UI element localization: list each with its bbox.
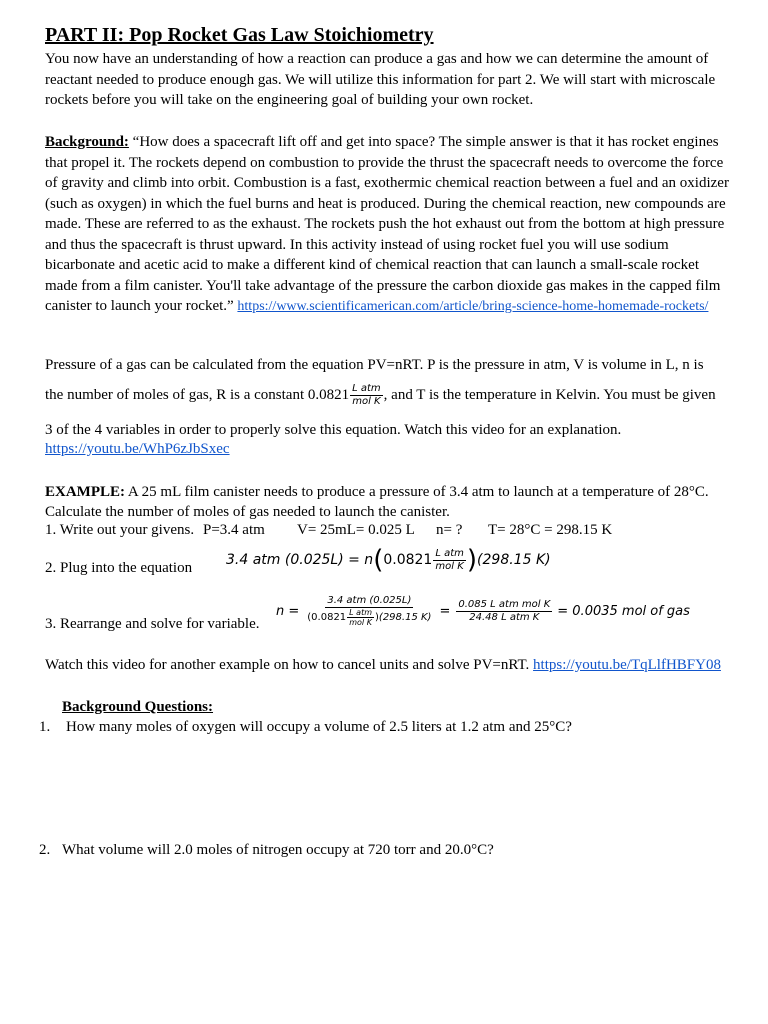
scientific-american-link[interactable]: https://www.scientificamerican.com/article/bring-science-home-homemade-rockets/ xyxy=(237,299,709,314)
given-moles: n= ? xyxy=(436,522,463,538)
equation-2-numerator-1: 3.4 atm (0.025L) xyxy=(327,595,412,607)
equation-2-result: = 0.0035 mol of gas xyxy=(557,603,690,619)
pressure-line-2-end: , and T is the temperature in Kelvin. You must be given xyxy=(383,386,716,403)
equation-1-r: 0.0821 xyxy=(383,552,433,568)
intro-paragraph: You now have an understanding of how a reaction can produce a gas and how we can determine the amount of reactant needed to produce enough gas. We will utilize this information for part 2. We will start with microscale rockets before you will take on the engineering goal of building your own rocket. xyxy=(45,51,716,108)
background-text: “How does a spacecraft lift off and get into space? The simple answer is that it has rocket engines that propel it. The rockets depend on combustion to provide the thrust the spacecraft needs to overcome the force of gravity and climb into orbit. Combustion is a fast, exothermic chemical reaction between a fuel and an oxidizer (such as oxygen) in which the fuel burns and heat is produced. During the chemical reaction, new compounds are made. These are referred to as the exhaust. The rockets push the hot exhaust out from the bottom at high pressure and thus the spacecraft is thrust upward. In this activity instead of using rocket fuel you will use sodium bicarbonate and acetic acid to make a different kind of chemical reaction that can launch a small-scale rocket made from a film canister. You'll take advantage of the pressure the carbon dioxide gas makes in the capped film canister to launch your rocket.” xyxy=(45,134,729,314)
open-paren: ( xyxy=(373,545,384,575)
equation-2-denominator-1 xyxy=(305,608,433,627)
video-2-line xyxy=(45,655,721,676)
questions-heading: Background Questions: xyxy=(62,699,214,715)
equation-2-n: n = xyxy=(276,603,300,619)
background-paragraph xyxy=(45,132,735,318)
equation-2-den-paren-close: ) xyxy=(375,611,379,623)
pressure-line-1: Pressure of a gas can be calculated from the equation PV=nRT. P is the pressure in atm, V is volume in L, n is xyxy=(45,357,704,373)
equation-2-denominator-2: 24.48 L atm K xyxy=(469,611,540,623)
equation-2-numerator-2: 0.085 L atm mol K xyxy=(458,599,551,610)
question-1-number: 1. xyxy=(39,719,51,735)
equation-2-den-r: 0.0821 xyxy=(311,611,347,623)
equation-2-den-temp: (298.15 K) xyxy=(378,611,432,623)
video-link-explanation[interactable]: https://youtu.be/WhP6zJbSxec xyxy=(45,441,230,457)
equation-1-units-den: mol K xyxy=(435,560,464,572)
given-volume: V= 25mL= 0.025 L xyxy=(297,522,415,538)
given-temperature: T= 28°C = 298.15 K xyxy=(488,522,613,538)
given-pressure: P=3.4 atm xyxy=(203,522,265,538)
equation-1-units-num: L atm xyxy=(435,548,464,559)
page-title: PART II: Pop Rocket Gas Law Stoichiometry xyxy=(45,24,434,46)
close-paren: ) xyxy=(466,545,478,575)
example-text: A 25 mL film canister needs to produce a pressure of 3.4 atm to launch at a temperature of 28°C. xyxy=(125,484,709,500)
example-line-1 xyxy=(45,482,709,503)
equation-2-fraction-1 xyxy=(305,595,433,627)
equation-2-den-units xyxy=(347,608,374,627)
r-units-denominator: mol K xyxy=(352,395,381,407)
example-line-2: Calculate the number of moles of gas needed to launch the canister. xyxy=(45,504,450,520)
step-3-label: 3. Rearrange and solve for variable. xyxy=(45,616,260,632)
example-label: EXAMPLE: xyxy=(45,484,125,500)
step-1-label: 1. Write out your givens. xyxy=(45,522,195,538)
equation-1-units xyxy=(433,548,466,572)
equation-1-temp: (298.15 K) xyxy=(477,552,551,568)
equation-plug-in xyxy=(226,542,551,578)
step-2-label: 2. Plug into the equation xyxy=(45,560,193,576)
equation-2-equals: = xyxy=(439,603,451,619)
pressure-line-2 xyxy=(45,375,716,415)
pressure-line-2-text: the number of moles of gas, R is a constant 0.0821 xyxy=(45,386,350,403)
equation-2-den-paren-open: ( xyxy=(307,611,312,623)
equation-2-fraction-2 xyxy=(456,599,552,623)
video-link-example[interactable]: https://youtu.be/TqLlfHBFY08 xyxy=(533,657,721,673)
r-units-fraction xyxy=(350,383,383,407)
pressure-line-3: 3 of the 4 variables in order to properly solve this equation. Watch this video for an explanation. xyxy=(45,422,622,438)
equation-1-lhs: 3.4 atm (0.025L) = n xyxy=(226,552,374,568)
equation-2-den-units-den: mol K xyxy=(349,617,372,627)
question-1-text: How many moles of oxygen will occupy a volume of 2.5 liters at 1.2 atm and 25°C? xyxy=(66,719,572,735)
equation-solve xyxy=(276,590,690,632)
equation-2-den-units-num: L atm xyxy=(349,607,373,617)
r-units-numerator: L atm xyxy=(352,383,381,394)
question-2-number: 2. xyxy=(39,842,51,858)
background-label: Background: xyxy=(45,134,129,150)
video-2-text: Watch this video for another example on how to cancel units and solve PV=nRT. xyxy=(45,657,534,673)
question-2-text: What volume will 2.0 moles of nitrogen occupy at 720 torr and 20.0°C? xyxy=(62,842,494,858)
